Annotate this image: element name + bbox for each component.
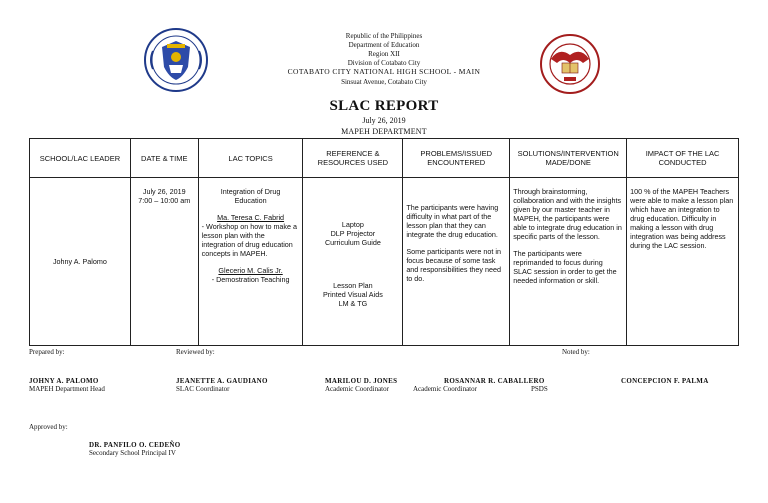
signatory-gaudiano (176, 377, 268, 393)
signatory-name: MARILOU D. JONES (325, 377, 398, 385)
signatory-name: CONCEPCION F. PALMA (621, 377, 709, 385)
approved-by-label: Approved by: (29, 423, 68, 431)
resource-item: DLP Projector (330, 229, 376, 238)
col-header-problems: PROBLEMS/ISSUED ENCOUNTERED (403, 139, 510, 178)
signatory-palomo (29, 377, 105, 393)
topic-desc-2: - Demostration Teaching (211, 275, 290, 284)
cell-date-time (130, 178, 198, 346)
report-title: SLAC REPORT (329, 98, 439, 114)
cell-leader (30, 178, 131, 346)
solution-1: Through brainstorming, collaboration and with the insights given by our master teacher in MAPEH, the participants were able to integrate drug education in specific parts of the lesson. (513, 187, 622, 241)
reviewed-by-label: Reviewed by: (176, 348, 215, 356)
resource-item: Curriculum Guide (324, 238, 381, 247)
report-date: July 26, 2019 (362, 116, 406, 125)
signatory-role: PSDS (531, 385, 548, 393)
cell-topics (198, 178, 303, 346)
signatory-caballero (413, 377, 545, 393)
problem-1: The participants were having difficulty in what part of the lesson plan that they can integrate the drug education. (406, 203, 499, 239)
cell-impact (627, 178, 739, 346)
col-header-date: DATE & TIME (130, 139, 198, 178)
header-line-republic: Republic of the Philippines (345, 32, 423, 40)
leader-name: Johny A. Palomo (52, 257, 107, 266)
resource-item: LM & TG (338, 299, 368, 308)
header-line-region: Region XII (368, 50, 400, 58)
table-row (30, 178, 739, 346)
cell-problems (403, 178, 510, 346)
cell-resources (303, 178, 403, 346)
signatory-name: JOHNY A. PALOMO (29, 377, 99, 385)
resource-item: Printed Visual Aids (322, 290, 383, 299)
cell-solutions (510, 178, 627, 346)
resource-item: Lesson Plan (333, 281, 373, 290)
signatory-name: ROSANNAR R. CABALLERO (444, 377, 545, 385)
topic-desc-1: - Workshop on how to make a lesson plan with the integration of drug education concepts in MAPEH. (201, 222, 298, 258)
report-department: MAPEH DEPARTMENT (341, 127, 427, 136)
signatory-role: Academic Coordinator (413, 385, 477, 393)
header-line-address: Sinsuat Avenue, Cotabato City (341, 78, 427, 86)
signatory-jones (325, 377, 397, 393)
signatory-psds (531, 385, 548, 393)
col-header-leader: SCHOOL/LAC LEADER (30, 139, 131, 178)
noted-by-label: Noted by: (562, 348, 590, 356)
col-header-resources: REFERENCE & RESOURCES USED (303, 139, 403, 178)
prepared-by-label: Prepared by: (29, 348, 65, 356)
topic-presenter-2: Glecerio M. Calis Jr. (218, 266, 283, 275)
col-header-topics: LAC TOPICS (198, 139, 303, 178)
approver-name: DR. PANFILO O. CEDEÑO (89, 441, 181, 449)
col-header-impact: IMPACT OF THE LAC CONDUCTED (627, 139, 739, 178)
table-header-row (30, 139, 739, 178)
signatory-cedeno (89, 441, 181, 457)
lac-time: 7:00 – 10:00 am (138, 196, 191, 205)
signatory-role: SLAC Coordinator (176, 385, 230, 393)
topic-title: Integration of Drug Education (220, 187, 281, 205)
signatory-palma (621, 377, 709, 385)
problem-2: Some participants were not in focus because of some task and responsibilities they need to do. (406, 247, 502, 283)
signatory-role: MAPEH Department Head (29, 385, 105, 393)
header-line-department: Department of Education (348, 41, 420, 49)
signatory-role: Academic Coordinator (325, 385, 389, 393)
col-header-solutions: SOLUTIONS/INTERVENTION MADE/DONE (510, 139, 627, 178)
signatory-name: JEANETTE A. GAUDIANO (176, 377, 268, 385)
header-line-division: Division of Cotabato City (347, 59, 421, 67)
approver-role: Secondary School Principal IV (89, 449, 176, 457)
slac-report-table (29, 138, 739, 346)
lac-date: July 26, 2019 (142, 187, 186, 196)
impact-text: 100 % of the MAPEH Teachers were able to make a lesson plan which have an integration to drug education. Difficulty in making a lesson with drug integration was being address during the LAC session. (630, 187, 734, 250)
header-line-school: COTABATO CITY NATIONAL HIGH SCHOOL - MAIN (287, 67, 481, 76)
solution-2: The participants were reprimanded to focus during SLAC session in order to get the needed information or skill. (513, 249, 617, 285)
topic-presenter-1: Ma. Teresa C. Fabrid (217, 213, 285, 222)
resource-item: Laptop (341, 220, 364, 229)
